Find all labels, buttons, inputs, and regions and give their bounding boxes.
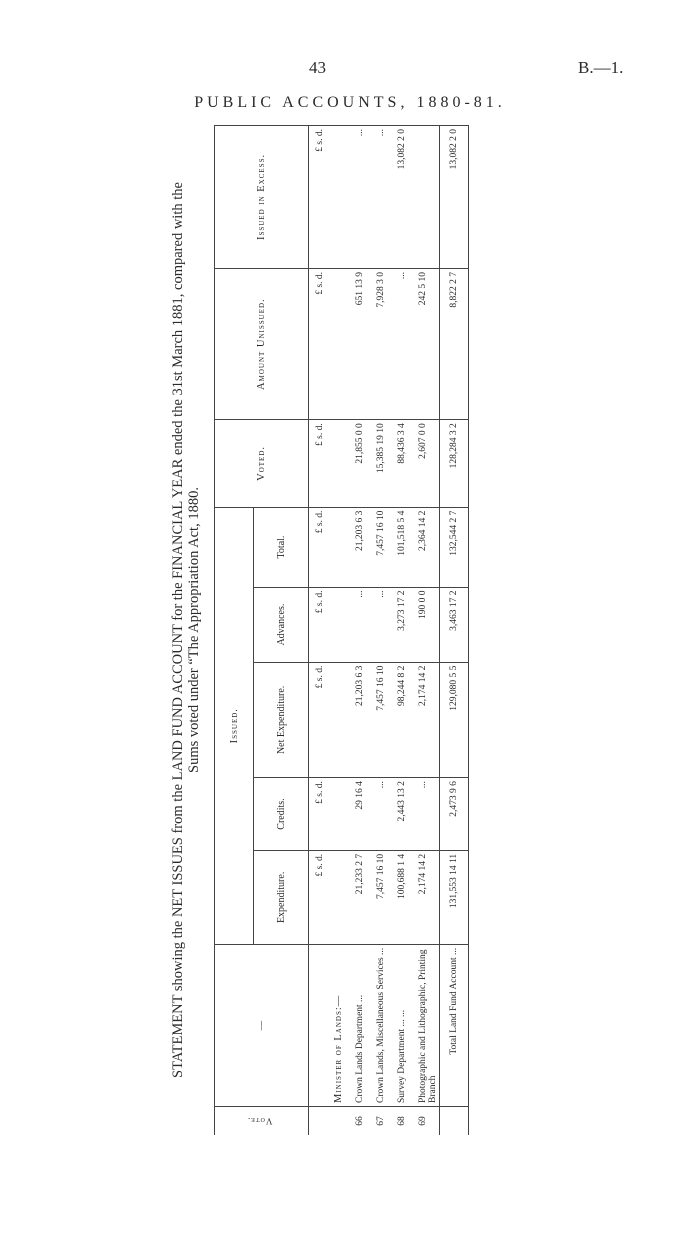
voted-total: 128,284 3 2 (440, 420, 469, 507)
units-label: £ s. d. (309, 850, 333, 944)
rotated-statement (170, 15, 480, 1135)
units-row (309, 126, 333, 1136)
item-label: Photographic and Lithographic, Printing Branch (417, 944, 440, 1106)
advances-total: 3,463 17 2 (440, 587, 469, 662)
item-label: Crown Lands, Miscellaneous Services ... (375, 944, 396, 1106)
credits-cell: 29 16 4 (354, 778, 375, 851)
credits-cell: 2,443 13 2 (396, 778, 417, 851)
vote-number: 69 (418, 1116, 428, 1126)
units-label: £ s. d. (309, 420, 333, 507)
advances-header: Advances. (254, 587, 309, 662)
statement-caption (170, 125, 202, 1135)
voted-cell: 15,385 19 10 (375, 420, 396, 507)
voted-cell: 2,607 0 0 (417, 420, 440, 507)
vote-header: Vote. (247, 1116, 273, 1126)
advances-cell: 3,273 17 2 (396, 587, 417, 662)
vote-number: 68 (397, 1116, 407, 1126)
excess-cell (417, 126, 440, 269)
item-label: Survey Department ... ... (396, 944, 417, 1106)
excess-cell: ... (375, 126, 396, 269)
excess-header: Issued in Excess. (215, 126, 309, 269)
total-header: Total. (254, 507, 309, 587)
net-cell: 21,203 6 3 (354, 662, 375, 778)
item-label: Crown Lands Department ... (354, 944, 375, 1106)
voted-header: Voted. (215, 420, 309, 507)
caption-line-1: STATEMENT showing the NET ISSUES from the LAND FUND ACCOUNT for the FINANCIAL YEAR ended the 31st March 1881, compared with the (170, 182, 186, 1078)
units-label: £ s. d. (309, 126, 333, 269)
unissued-total: 8,822 2 7 (440, 268, 469, 419)
table-row (354, 126, 375, 1136)
voted-cell: 88,436 3 4 (396, 420, 417, 507)
total-cell: 101,518 5 4 (396, 507, 417, 587)
units-label: £ s. d. (309, 507, 333, 587)
section-row (332, 126, 354, 1136)
total-cell: 7,457 16 10 (375, 507, 396, 587)
credits-cell: ... (417, 778, 440, 851)
table-row (375, 126, 396, 1136)
unissued-cell: 7,928 3 0 (375, 268, 396, 419)
table-row (417, 126, 440, 1136)
advances-cell: ... (354, 587, 375, 662)
net-cell: 7,457 16 10 (375, 662, 396, 778)
expenditure-header: Expenditure. (254, 850, 309, 944)
total-total: 132,544 2 7 (440, 507, 469, 587)
total-row (440, 126, 469, 1136)
item-header: — (215, 944, 309, 1106)
issued-header: Issued. (215, 507, 254, 944)
voted-cell: 21,855 0 0 (354, 420, 375, 507)
excess-total: 13,082 2 0 (440, 126, 469, 269)
net-total: 129,080 5 5 (440, 662, 469, 778)
expenditure-cell: 21,233 2 7 (354, 850, 375, 944)
units-label: £ s. d. (309, 587, 333, 662)
advances-cell: 190 0 0 (417, 587, 440, 662)
credits-total: 2,473 9 6 (440, 778, 469, 851)
document-reference: B.—1. (578, 58, 624, 77)
advances-cell: ... (375, 587, 396, 662)
net-cell: 98,244 8 2 (396, 662, 417, 778)
total-cell: 21,203 6 3 (354, 507, 375, 587)
excess-cell: ... (354, 126, 375, 269)
page-number: 43 (309, 58, 326, 77)
expenditure-total: 131,553 14 11 (440, 850, 469, 944)
unissued-cell: ... (396, 268, 417, 419)
page-title: PUBLIC ACCOUNTS, 1880-81. (194, 94, 506, 111)
credits-cell: ... (375, 778, 396, 851)
vote-number: 66 (355, 1116, 365, 1126)
net-cell: 2,174 14 2 (417, 662, 440, 778)
total-cell: 2,364 14 2 (417, 507, 440, 587)
credits-header: Credits. (254, 778, 309, 851)
unissued-cell: 242 5 10 (417, 268, 440, 419)
units-label: £ s. d. (309, 268, 333, 419)
section-label: Minister of Lands:— (332, 944, 354, 1106)
units-label: £ s. d. (309, 778, 333, 851)
expenditure-cell: 2,174 14 2 (417, 850, 440, 944)
unissued-header: Amount Unissued. (215, 268, 309, 419)
excess-cell: 13,082 2 0 (396, 126, 417, 269)
net-expenditure-header: Net Expenditure. (254, 662, 309, 778)
table-row (396, 126, 417, 1136)
land-fund-table (214, 125, 469, 1135)
expenditure-cell: 100,688 1 4 (396, 850, 417, 944)
expenditure-cell: 7,457 16 10 (375, 850, 396, 944)
caption-line-2: Sums voted under “The Appropriation Act, 1880. (186, 487, 202, 773)
unissued-cell: 651 13 9 (354, 268, 375, 419)
vote-number: 67 (376, 1116, 386, 1126)
total-label: Total Land Fund Account ... (440, 944, 469, 1106)
units-label: £ s. d. (309, 662, 333, 778)
